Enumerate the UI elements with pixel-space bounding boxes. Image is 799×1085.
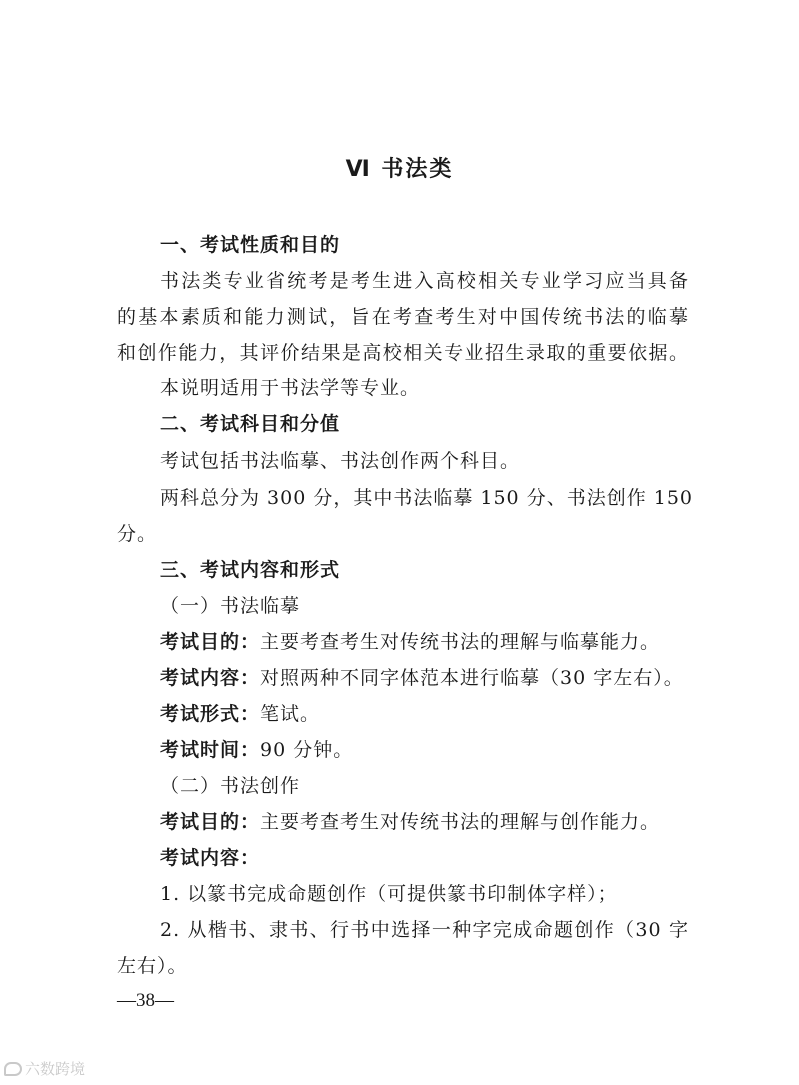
field-value: 笔试。 — [260, 703, 321, 725]
section-heading-3: 三、考试内容和形式 — [160, 559, 341, 581]
field-label: 考试时间： — [160, 739, 261, 761]
list-item-2: 2. 从楷书、隶书、行书中选择一种字完成命题创作（30 字 — [160, 919, 689, 941]
field-label: 考试目的： — [160, 631, 261, 653]
chat-bubble-icon — [4, 1062, 22, 1076]
exam-content-line — [160, 845, 689, 871]
paragraph-line: 的基本素质和能力测试，旨在考查考生对中国传统书法的临摹 — [117, 306, 689, 328]
paragraph-line: 分。 — [117, 523, 158, 545]
field-value: 对照两种不同字体范本进行临摹（30 字左右）。 — [260, 667, 684, 689]
section-heading-1: 一、考试性质和目的 — [160, 234, 341, 256]
exam-content-line — [160, 665, 689, 691]
exam-time-line — [160, 737, 689, 763]
field-label: 考试形式： — [160, 703, 261, 725]
field-value: 主要考查考生对传统书法的理解与创作能力。 — [260, 811, 661, 833]
paragraph-line: 左右）。 — [117, 955, 188, 977]
paragraph-line: 书法类专业省统考是考生进入高校相关专业学习应当具备 — [160, 270, 689, 292]
list-item-1: 1. 以篆书完成命题创作（可提供篆书印制体字样）； — [160, 883, 618, 905]
field-label: 考试目的： — [160, 811, 261, 833]
paragraph-line: 本说明适用于书法学等专业。 — [160, 377, 421, 399]
watermark — [4, 1058, 85, 1079]
field-value: 90 分钟。 — [260, 739, 354, 761]
exam-form-line — [160, 701, 689, 727]
paragraph-line: 两科总分为 300 分，其中书法临摹 150 分、书法创作 150 — [160, 487, 693, 509]
field-label: 考试内容： — [160, 847, 261, 869]
page-number: —38— — [117, 990, 174, 1011]
exam-purpose-line — [160, 809, 689, 835]
document-title: Ⅵ 书法类 — [345, 157, 454, 182]
field-value: 主要考查考生对传统书法的理解与临摹能力。 — [260, 631, 661, 653]
paragraph-line: 和创作能力，其评价结果是高校相关专业招生录取的重要依据。 — [117, 342, 689, 364]
paragraph-line: 考试包括书法临摹、书法创作两个科目。 — [160, 450, 521, 472]
section-heading-2: 二、考试科目和分值 — [160, 413, 341, 435]
exam-purpose-line — [160, 629, 689, 655]
subsection-heading-1: （一）书法临摹 — [160, 595, 301, 617]
watermark-text: 六数跨境 — [25, 1060, 86, 1078]
subsection-heading-2: （二）书法创作 — [160, 775, 301, 797]
field-label: 考试内容： — [160, 667, 261, 689]
